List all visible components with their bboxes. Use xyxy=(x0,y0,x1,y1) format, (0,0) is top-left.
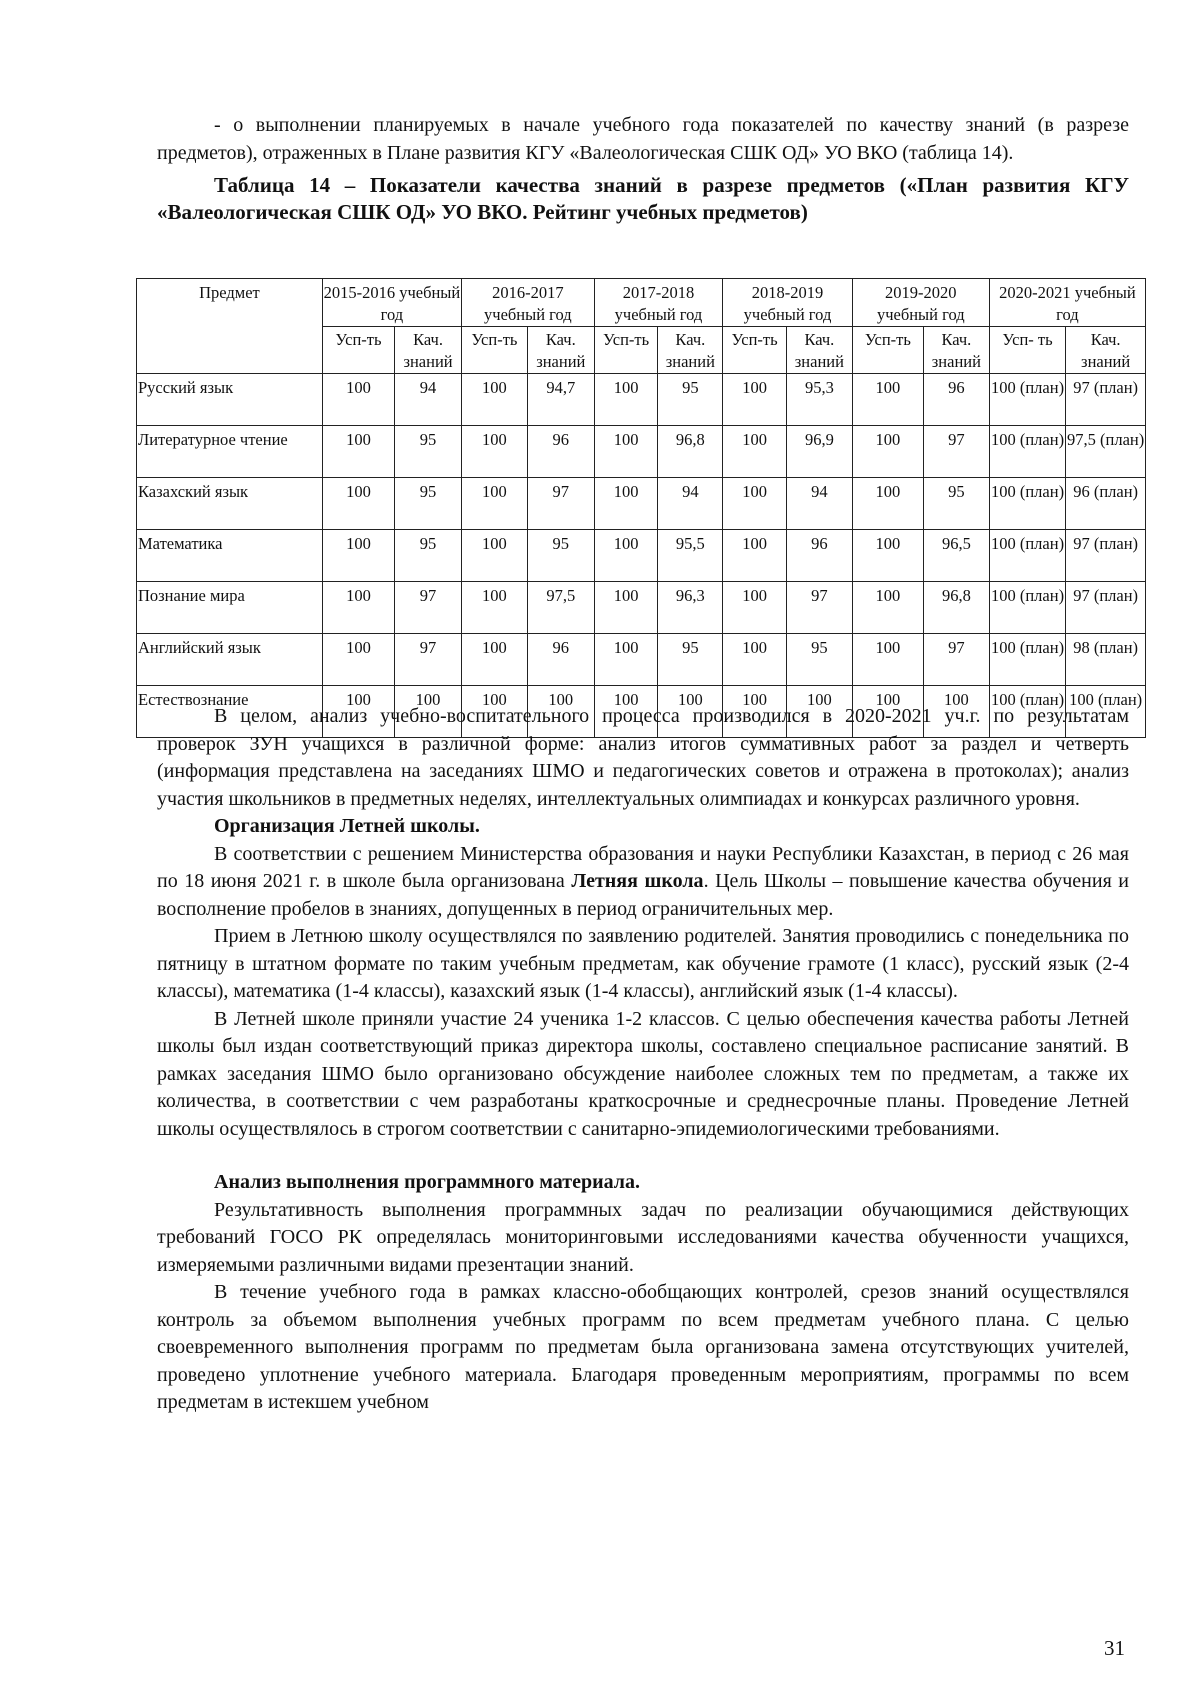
value-cell: 100 xyxy=(461,582,527,634)
value-cell: 95 xyxy=(395,478,462,530)
value-cell: 97 (план) xyxy=(1066,530,1146,582)
table-row xyxy=(137,530,1146,582)
value-cell: 100 xyxy=(923,686,989,738)
value-cell: 100 xyxy=(594,478,658,530)
value-cell: 96 (план) xyxy=(1066,478,1146,530)
value-cell: 100 xyxy=(322,634,394,686)
value-cell: 96 xyxy=(923,374,989,426)
value-cell: 100 xyxy=(723,530,787,582)
value-cell: 94 xyxy=(658,478,723,530)
year-header: 2017-2018 учебный год xyxy=(594,279,723,327)
value-cell: 100 xyxy=(461,478,527,530)
value-cell: 96,3 xyxy=(658,582,723,634)
value-cell: 100 xyxy=(461,530,527,582)
value-cell: 97 xyxy=(786,582,852,634)
value-cell: 100 xyxy=(723,634,787,686)
metric-header: Кач. знаний xyxy=(395,327,462,374)
value-cell: 100 (план) xyxy=(989,374,1065,426)
subject-cell: Литературное чтение xyxy=(137,426,323,478)
subject-cell: Естествознание xyxy=(137,686,323,738)
value-cell: 100 xyxy=(594,634,658,686)
value-cell: 100 xyxy=(527,686,594,738)
value-cell: 100 (план) xyxy=(989,582,1065,634)
value-cell: 97 xyxy=(923,634,989,686)
value-cell: 100 xyxy=(594,426,658,478)
table-row xyxy=(137,634,1146,686)
value-cell: 98 (план) xyxy=(1066,634,1146,686)
program-analysis-heading: Анализ выполнения программного материала. xyxy=(214,1171,641,1193)
subject-cell: Математика xyxy=(137,530,323,582)
value-cell: 100 xyxy=(852,634,923,686)
intro-paragraph: - о выполнении планируемых в начале учебного года показателей по качеству знаний (в разрезе предметов), отраженных в Плане развития КГУ «Валеологическая СШК ОД» УО ВКО (таблица 14). xyxy=(157,114,1129,164)
subject-cell: Казахский язык xyxy=(137,478,323,530)
summer-text-after: . Цель Школы – повышение качества обучения и восполнение пробелов в знаниях, допущенных в период ограничительных мер. xyxy=(157,870,1129,920)
value-cell: 100 xyxy=(723,582,787,634)
value-cell: 100 xyxy=(852,478,923,530)
value-cell: 100 xyxy=(723,686,787,738)
summer-school-paragraph-1 xyxy=(157,841,1129,924)
value-cell: 96 xyxy=(786,530,852,582)
value-cell: 100 xyxy=(461,426,527,478)
value-cell: 97 xyxy=(395,582,462,634)
year-header: 2015-2016 учебный год xyxy=(322,279,461,327)
value-cell: 97,5 xyxy=(527,582,594,634)
value-cell: 100 xyxy=(594,686,658,738)
value-cell: 100 xyxy=(594,582,658,634)
metric-header: Усп-ть xyxy=(461,327,527,374)
value-cell: 100 xyxy=(322,478,394,530)
subject-cell: Английский язык xyxy=(137,634,323,686)
metric-header: Усп-ть xyxy=(852,327,923,374)
table-body xyxy=(137,374,1146,738)
value-cell: 100 xyxy=(852,426,923,478)
program-paragraph-2: В течение учебного года в рамках классно-обобщающих контролей, срезов знаний осуществлялся контроль за объемом выполнения учебных программ по всем предметам учебного плана. С целью своевременного выполнения программ по предметам была организована замена отсутствующих учителей, проведено уплотнение учебного материала. Благодаря проведенным мероприятиям, программы по всем предметам в истекшем учебном xyxy=(157,1281,1129,1413)
value-cell: 100 xyxy=(322,582,394,634)
value-cell: 94 xyxy=(395,374,462,426)
value-cell: 100 (план) xyxy=(989,686,1065,738)
metric-header: Кач. знаний xyxy=(658,327,723,374)
value-cell: 100 (план) xyxy=(989,634,1065,686)
metric-header: Усп-ть xyxy=(594,327,658,374)
subject-header: Предмет xyxy=(137,279,323,374)
year-header: 2016-2017 учебный год xyxy=(461,279,594,327)
metric-header: Усп-ть xyxy=(322,327,394,374)
value-cell: 100 xyxy=(594,530,658,582)
table-row xyxy=(137,582,1146,634)
table-header-years xyxy=(137,279,1146,327)
value-cell: 100 (план) xyxy=(989,478,1065,530)
value-cell: 100 xyxy=(658,686,723,738)
metric-header: Усп- ть xyxy=(989,327,1065,374)
value-cell: 95 xyxy=(658,634,723,686)
value-cell: 100 xyxy=(322,426,394,478)
value-cell: 94,7 xyxy=(527,374,594,426)
value-cell: 100 (план) xyxy=(1066,686,1146,738)
value-cell: 95 xyxy=(786,634,852,686)
metric-header: Кач. знаний xyxy=(923,327,989,374)
value-cell: 97 xyxy=(395,634,462,686)
value-cell: 96 xyxy=(527,426,594,478)
value-cell: 95 xyxy=(395,426,462,478)
value-cell: 100 xyxy=(594,374,658,426)
table-row xyxy=(137,426,1146,478)
value-cell: 100 xyxy=(461,374,527,426)
value-cell: 95 xyxy=(923,478,989,530)
value-cell: 96,8 xyxy=(658,426,723,478)
program-paragraph-1: Результативность выполнения программных задач по реализации обучающимися действующих требований ГОСО РК определялась мониторинговыми исследованиями качества обученности учащихся, измеряемыми различными видами презентации знаний. xyxy=(157,1198,1129,1276)
subject-cell: Познание мира xyxy=(137,582,323,634)
value-cell: 96,5 xyxy=(923,530,989,582)
metric-header: Кач. знаний xyxy=(786,327,852,374)
value-cell: 95,5 xyxy=(658,530,723,582)
value-cell: 100 xyxy=(852,530,923,582)
value-cell: 100 xyxy=(786,686,852,738)
value-cell: 96 xyxy=(527,634,594,686)
value-cell: 100 xyxy=(723,374,787,426)
value-cell: 96,9 xyxy=(786,426,852,478)
summer-school-heading: Организация Летней школы. xyxy=(214,815,480,837)
value-cell: 100 (план) xyxy=(989,426,1065,478)
value-cell: 97 xyxy=(527,478,594,530)
summer-text-before: В соответствии с решением Министерства образования и науки Республики Казахстан, в период с 26 мая по 18 июня 2021 г. в школе была организована xyxy=(157,842,1129,892)
value-cell: 100 xyxy=(322,374,394,426)
analysis-paragraph: В целом, анализ учебно-воспитательного процесса производился в 2020-2021 уч.г. по результатам проверок ЗУН учащихся в различной форме: анализ итогов суммативных работ за раздел и четверть (информация представлена на заседаниях ШМО и педагогических советов и отражена в протоколах); анализ участия школьников в предметных неделях, интеллектуальных олимпиадах и конкурсах различного уровня. xyxy=(157,705,1129,810)
value-cell: 97 xyxy=(923,426,989,478)
value-cell: 95 xyxy=(658,374,723,426)
value-cell: 96,8 xyxy=(923,582,989,634)
value-cell: 95 xyxy=(395,530,462,582)
metric-header: Кач. знаний xyxy=(1066,327,1146,374)
page-content-top xyxy=(157,112,1129,226)
year-header: 2019-2020 учебный год xyxy=(852,279,989,327)
year-header: 2020-2021 учебный год xyxy=(989,279,1145,327)
metric-header: Кач. знаний xyxy=(527,327,594,374)
summer-school-paragraph-2: Прием в Летнюю школу осуществлялся по заявлению родителей. Занятия проводились с понедельника по пятницу в штатном формате по таким учебным предметам, как обучение грамоте (1 класс), русский язык (2-4 классы), математика (1-4 классы), казахский язык (1-4 классы), английский язык (1-4 классы). xyxy=(157,925,1129,1002)
value-cell: 100 (план) xyxy=(989,530,1065,582)
value-cell: 97 (план) xyxy=(1066,374,1146,426)
value-cell: 100 xyxy=(723,426,787,478)
value-cell: 100 xyxy=(322,686,394,738)
page-number: 31 xyxy=(1104,1636,1125,1660)
summer-school-paragraph-3: В Летней школе приняли участие 24 ученика 1-2 классов. С целью обеспечения качества работы Летней школы был издан соответствующий приказ директора школы, составлено специальное расписание занятий. В рамках заседания ШМО было организовано обсуждение наиболее сложных тем по предметам, а также их количества, в соответствии с чем разработаны краткосрочные и среднесрочные планы. Проведение Летней школы осуществлялось в строгом соответствии с санитарно-эпидемиологическими требованиями. xyxy=(157,1007,1129,1140)
knowledge-quality-table xyxy=(136,278,1146,738)
value-cell: 97,5 (план) xyxy=(1066,426,1146,478)
table-row xyxy=(137,374,1146,426)
summer-school-bold: Летняя школа xyxy=(571,870,704,892)
table-row xyxy=(137,478,1146,530)
value-cell: 100 xyxy=(723,478,787,530)
year-header: 2018-2019 учебный год xyxy=(723,279,853,327)
value-cell: 100 xyxy=(852,374,923,426)
value-cell: 100 xyxy=(461,686,527,738)
value-cell: 95 xyxy=(527,530,594,582)
page-content-bottom xyxy=(157,703,1129,1417)
table-caption: Таблица 14 – Показатели качества знаний в разрезе предметов («План развития КГУ «Валеологическая СШК ОД» УО ВКО. Рейтинг учебных предметов) xyxy=(157,173,1129,224)
subject-cell: Русский язык xyxy=(137,374,323,426)
value-cell: 94 xyxy=(786,478,852,530)
value-cell: 100 xyxy=(395,686,462,738)
metric-header: Усп-ть xyxy=(723,327,787,374)
value-cell: 100 xyxy=(322,530,394,582)
value-cell: 97 (план) xyxy=(1066,582,1146,634)
value-cell: 100 xyxy=(852,582,923,634)
value-cell: 100 xyxy=(461,634,527,686)
value-cell: 100 xyxy=(852,686,923,738)
value-cell: 95,3 xyxy=(786,374,852,426)
